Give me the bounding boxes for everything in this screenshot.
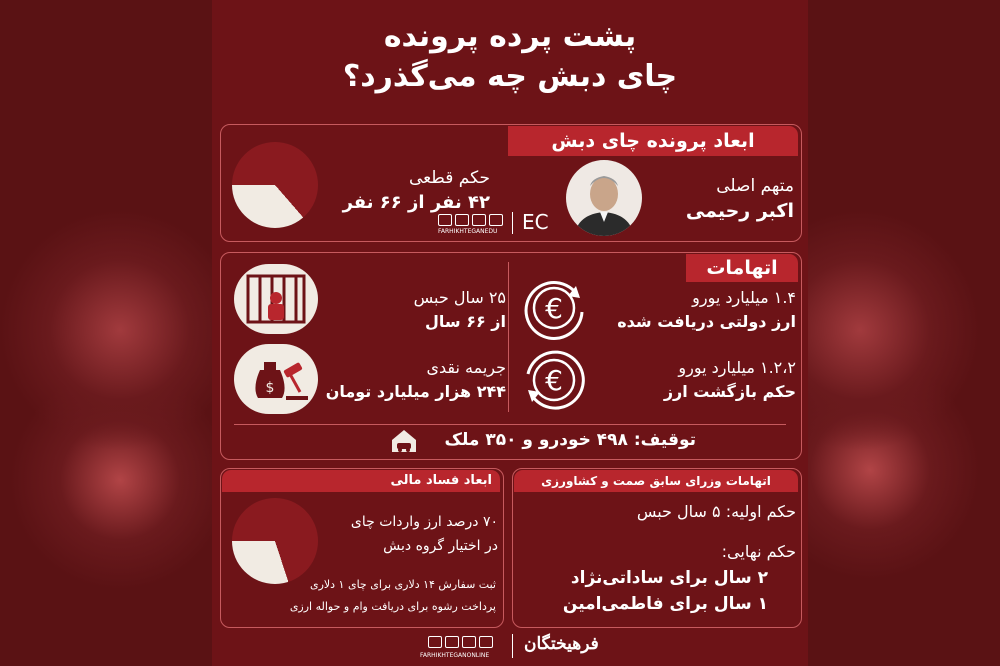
charges-divider-horizontal [234, 424, 786, 425]
brand-divider [512, 212, 513, 234]
charge-4-line-2: ۲۴۴ هزار میلیارد تومان [325, 382, 506, 401]
charge-1-line-2: ارز دولتی دریافت شده [617, 312, 796, 331]
verdict-value: ۴۲ نفر از ۶۶ نفر [342, 192, 490, 213]
corruption-note-1: ثبت سفارش ۱۴ دلاری برای چای ۱ دلاری [309, 578, 496, 591]
charge-2-line-1: ۲۵ سال حبس [413, 288, 506, 307]
x-icon [489, 214, 503, 226]
corruption-stat-line-2: در اختیار گروه دبش [383, 538, 498, 554]
prison-icon [234, 264, 318, 334]
telegram-icon [438, 214, 452, 226]
footer-social-icons [428, 636, 493, 648]
title-line-2: چای دبش چه می‌گذرد؟ [342, 59, 678, 94]
verdict-pie-chart [232, 142, 318, 228]
euro-arrow-icon-1 [518, 272, 590, 344]
section-charges-heading: اتهامات [686, 254, 798, 282]
charge-4-line-1: جریمه نقدی [426, 358, 506, 377]
ministers-final-label: حکم نهایی: [721, 542, 796, 561]
title-line-1: پشت پرده پرونده [383, 19, 637, 54]
svg-text:€: € [545, 292, 563, 325]
video-icon [462, 636, 476, 648]
ministers-final-1: ۲ سال برای ساداتی‌نژاد [570, 568, 768, 588]
charges-divider-vertical [508, 262, 509, 412]
charge-1-line-1: ۱.۴ میلیارد یورو [692, 288, 796, 307]
accused-label: متهم اصلی [716, 176, 794, 196]
ministers-final-2: ۱ سال برای فاطمی‌امین [562, 594, 768, 614]
footer-logo: فرهیختگان [524, 634, 599, 654]
corruption-pie-chart [232, 498, 318, 584]
charge-2-line-2: از ۶۶ سال [425, 312, 506, 331]
footer-site: FARHIKHTEGANONLINE [420, 652, 490, 659]
video-icon [472, 214, 486, 226]
charge-3-line-1: ۱.۲،۲ میلیارد یورو [678, 358, 796, 377]
section-case-dimensions-heading: ابعاد پرونده چای دبش [508, 126, 798, 156]
telegram-icon [428, 636, 442, 648]
corruption-stat-line-1: ۷۰ درصد ارز واردات چای [350, 514, 498, 530]
section-financial-corruption-heading: ابعاد فساد مالی [222, 470, 500, 492]
accused-name: اکبر رحیمی [685, 200, 794, 222]
house-car-icon [388, 428, 420, 454]
x-icon [479, 636, 493, 648]
footer-divider [512, 634, 513, 658]
brand-site: FARHIKHTEGANEDU [438, 228, 498, 235]
svg-text:$: $ [265, 380, 275, 396]
ministers-initial-verdict: حکم اولیه: ۵ سال حبس [636, 502, 796, 521]
brand-ec-logo: EC [522, 210, 549, 234]
accused-avatar [566, 160, 642, 236]
charge-3-line-2: حکم بازگشت ارز [663, 382, 796, 401]
instagram-icon [445, 636, 459, 648]
infographic-poster [212, 0, 808, 666]
verdict-label: حکم قطعی [408, 168, 490, 188]
section-ministers-charges-heading: اتهامات وزرای سابق صمت و کشاورزی [514, 470, 798, 492]
corruption-note-2: پرداخت رشوه برای دریافت وام و حواله ارزی [289, 600, 496, 613]
brand-social-icons [438, 214, 503, 226]
seizure-text: توقیف: ۴۹۸ خودرو و ۳۵۰ ملک [444, 430, 696, 450]
instagram-icon [455, 214, 469, 226]
euro-arrow-icon-2 [518, 344, 590, 416]
fine-money-bag-icon [234, 344, 318, 414]
svg-text:€: € [545, 364, 563, 397]
